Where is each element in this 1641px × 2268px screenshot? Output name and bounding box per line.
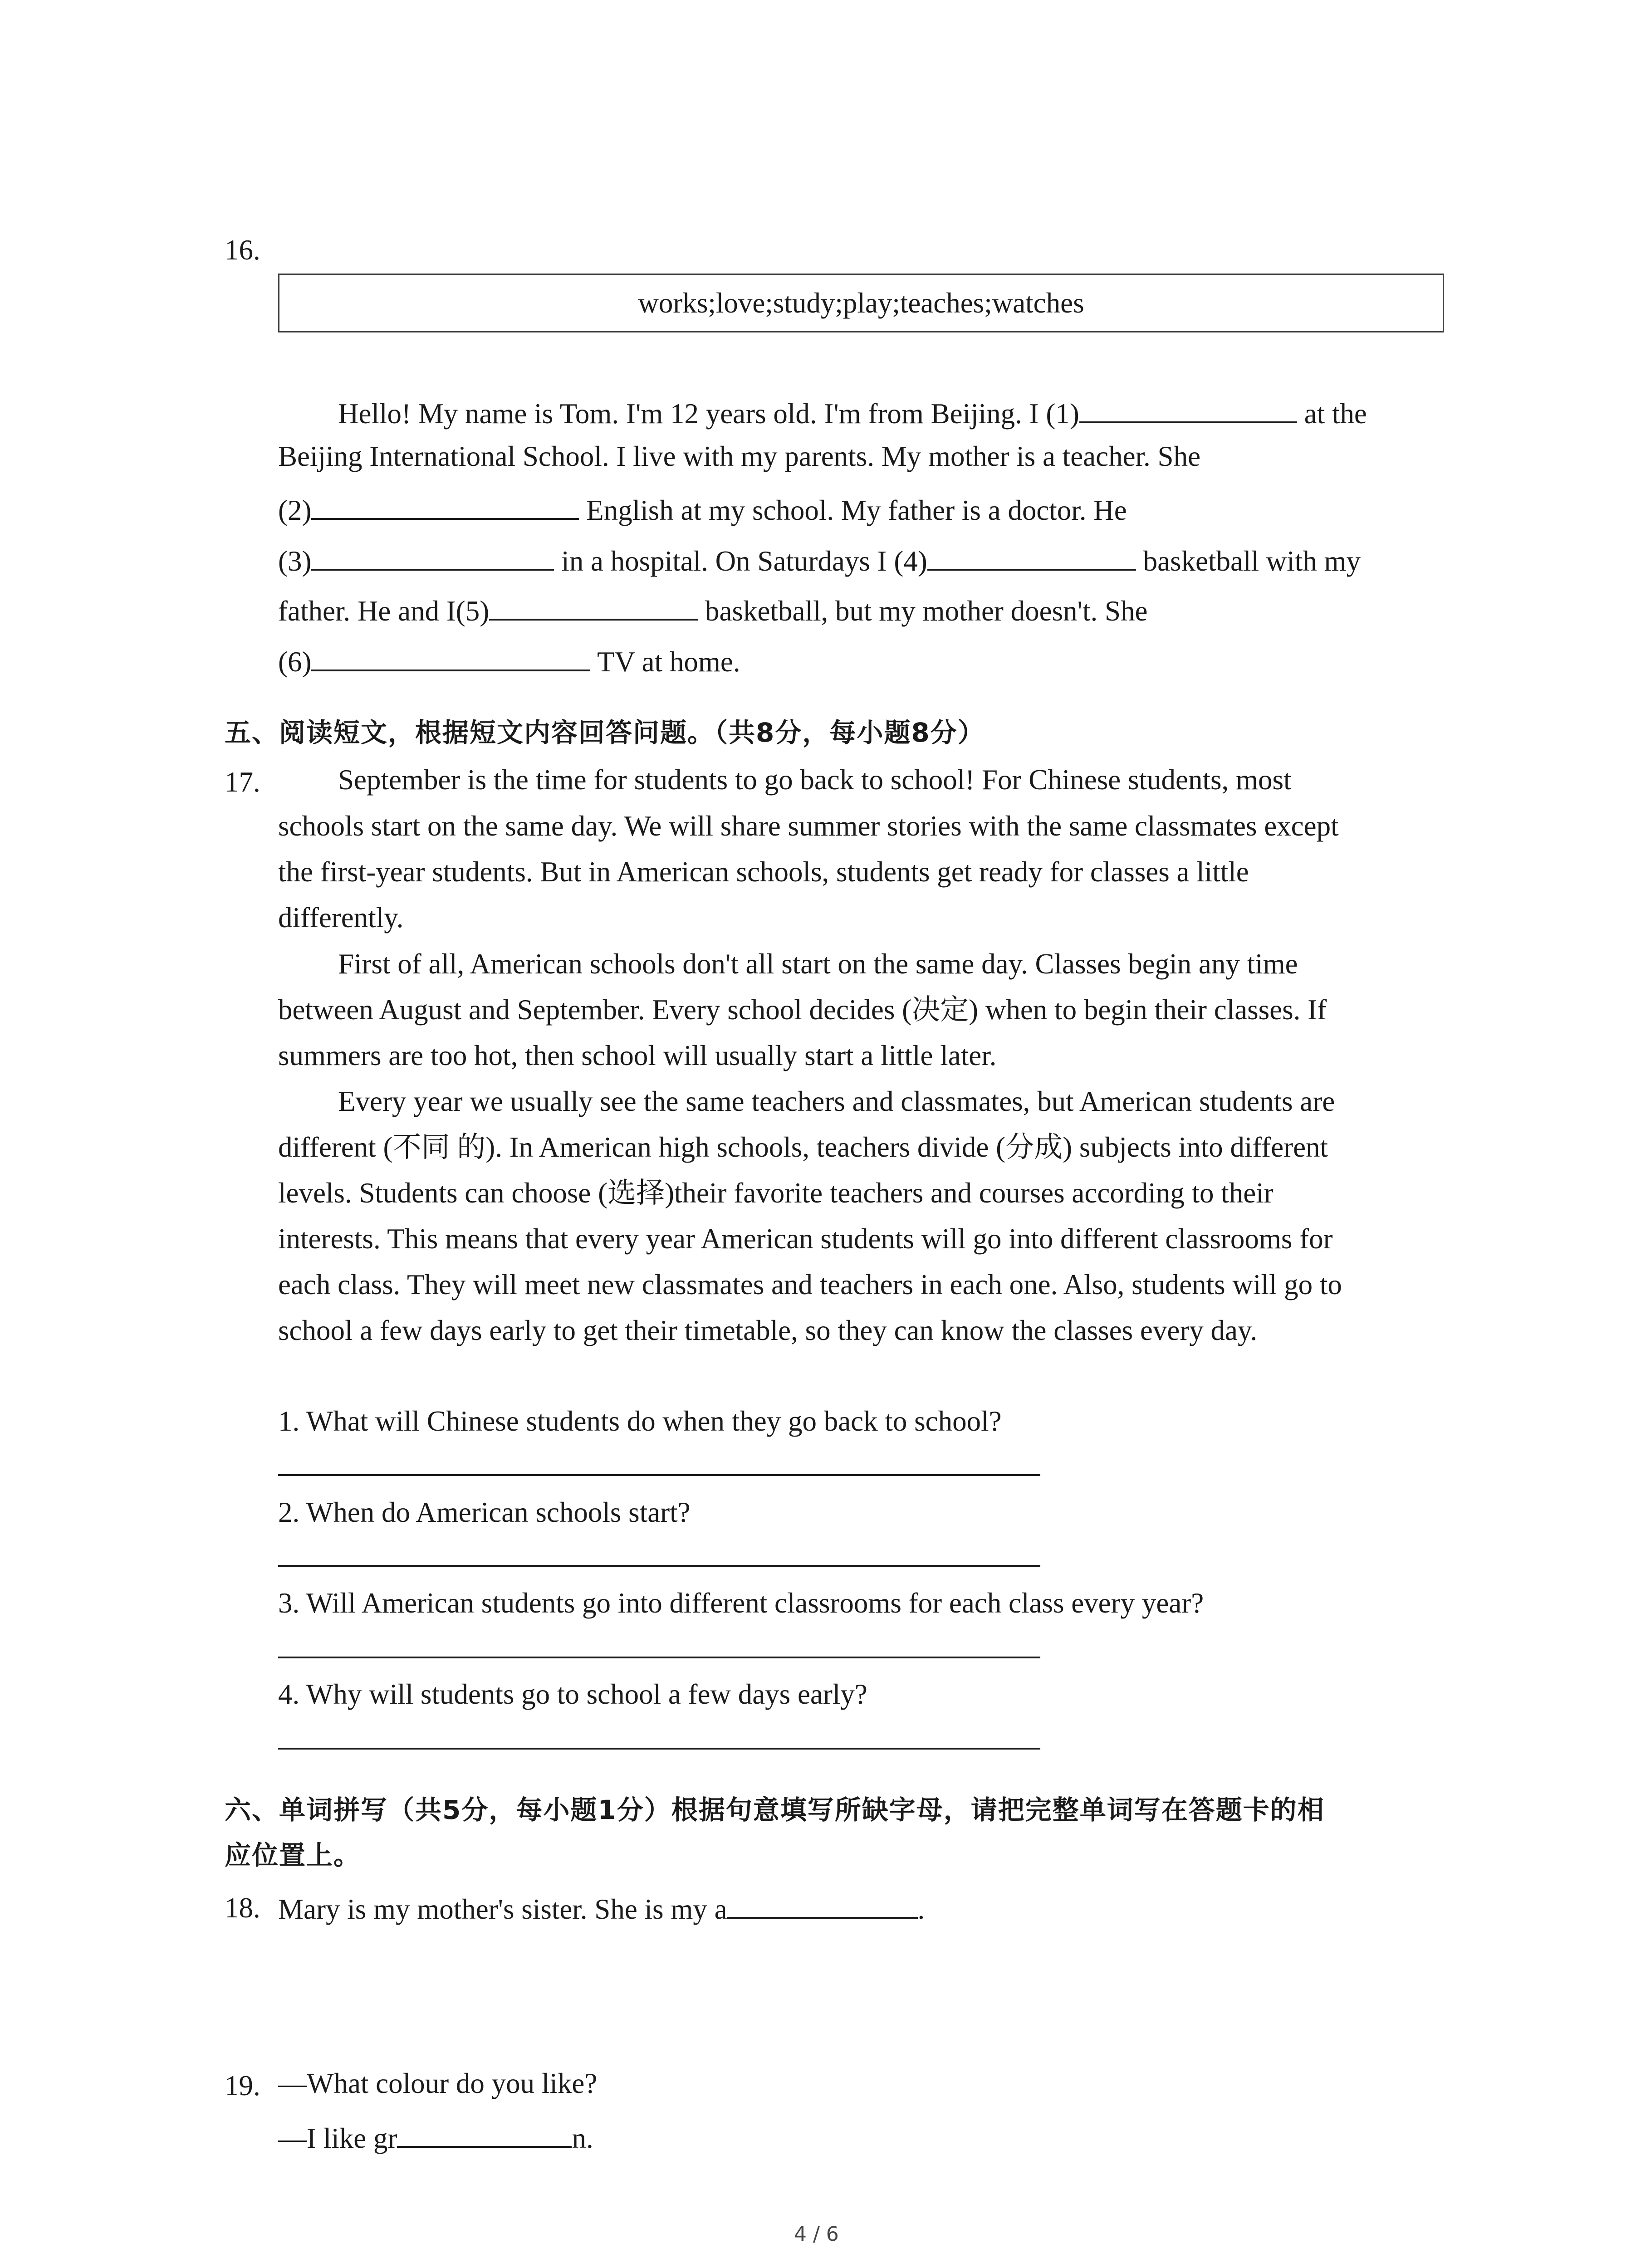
answer-line-2[interactable] (278, 1565, 1040, 1567)
passage-line-9: different (不同 的). In American high schools, teachers divide (分成) subjects into different (278, 1131, 1328, 1163)
section-6-heading-line-1: 六、单词拼写（共5分，每小题1分）根据句意填写所缺字母，请把完整单词写在答题卡的相 (225, 1794, 1325, 1825)
page-number: 4 / 6 (794, 2223, 839, 2246)
q16-line-5: father. He and I(5) basketball, but my mother doesn't. She (278, 593, 1148, 626)
answer-line-4[interactable] (278, 1748, 1040, 1750)
passage-line-11: interests. This means that every year American students will go into different classrooms for (278, 1223, 1333, 1255)
question-16-number: 16. (225, 234, 260, 266)
blank-1[interactable] (1079, 396, 1297, 423)
q16-line-4: (3) in a hospital. On Saturdays I (4) basketball with my (278, 543, 1361, 576)
answer-line-1[interactable] (278, 1474, 1040, 1476)
q17-question-1: 1. What will Chinese students do when they go back to school? (278, 1405, 1002, 1437)
passage-line-10: levels. Students can choose (选择)their favorite teachers and courses according to their (278, 1177, 1274, 1209)
blank-2[interactable] (311, 493, 579, 520)
passage-line-7: summers are too hot, then school will usually start a little later. (278, 1040, 997, 1071)
blank-q18[interactable] (727, 1892, 918, 1919)
q17-question-2: 2. When do American schools start? (278, 1496, 691, 1528)
blank-6[interactable] (311, 644, 590, 671)
blank-5[interactable] (489, 593, 698, 621)
q19-line-1: —What colour do you like? (278, 2068, 598, 2099)
section-6-heading-line-2: 应位置上。 (225, 1840, 361, 1871)
passage-line-12: each class. They will meet new classmates and teachers in each one. Also, students will go to (278, 1269, 1342, 1300)
q16-line-1: Hello! My name is Tom. I'm 12 years old. I'm from Beijing. I (1) at the (338, 396, 1367, 428)
word-bank-box: works;love;study;play;teaches;watches (278, 274, 1444, 332)
q17-question-3: 3. Will American students go into different classrooms for each class every year? (278, 1587, 1204, 1619)
question-17-number: 17. (225, 766, 260, 798)
passage-line-2: schools start on the same day. We will share summer stories with the same classmates except (278, 810, 1339, 842)
q16-line-2: Beijing International School. I live with my parents. My mother is a teacher. She (278, 440, 1201, 472)
passage-line-5: First of all, American schools don't all start on the same day. Classes begin any time (338, 948, 1298, 980)
q19-line-2: —I like gr n. (278, 2121, 593, 2153)
passage-line-8: Every year we usually see the same teachers and classmates, but American students are (338, 1085, 1335, 1117)
q18-sentence: Mary is my mother's sister. She is my a . (278, 1892, 925, 1924)
section-5-heading: 五、阅读短文，根据短文内容回答问题。（共8分，每小题8分） (225, 717, 985, 748)
passage-line-6: between August and September. Every school decides (决定) when to begin their classes. If (278, 994, 1327, 1026)
passage-line-4: differently. (278, 902, 404, 934)
passage-line-1: September is the time for students to go back to school! For Chinese students, most (338, 764, 1292, 796)
answer-line-3[interactable] (278, 1657, 1040, 1658)
blank-q19[interactable] (397, 2121, 572, 2148)
q17-question-4: 4. Why will students go to school a few days early? (278, 1678, 867, 1710)
q16-line-3: (2) English at my school. My father is a doctor. He (278, 493, 1127, 525)
question-19-number: 19. (225, 2070, 260, 2102)
blank-4[interactable] (927, 543, 1136, 571)
question-18-number: 18. (225, 1892, 260, 1924)
passage-line-13: school a few days early to get their timetable, so they can know the classes every day. (278, 1315, 1258, 1346)
passage-line-3: the first-year students. But in American schools, students get ready for classes a little (278, 856, 1249, 888)
q16-line-6: (6) TV at home. (278, 644, 740, 676)
blank-3[interactable] (311, 543, 554, 571)
